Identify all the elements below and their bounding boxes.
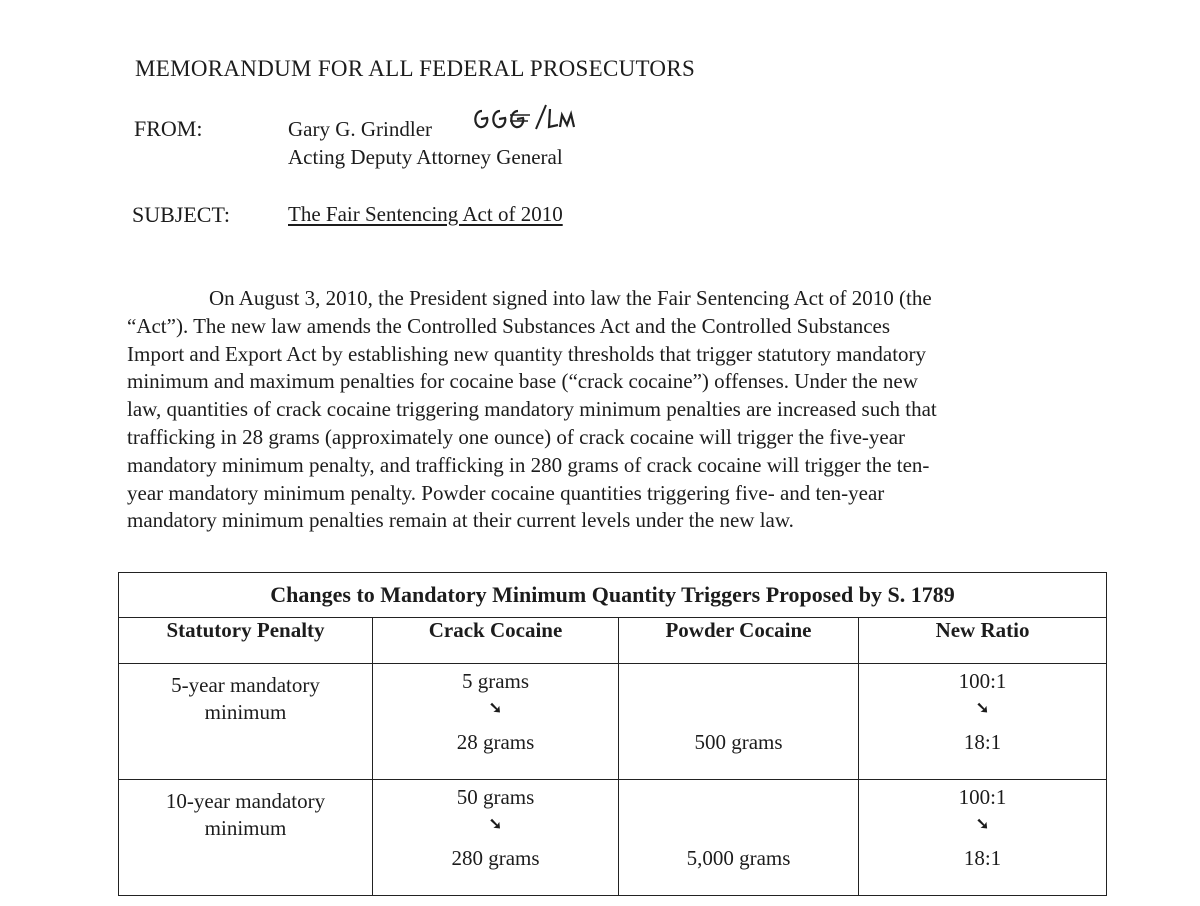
powder-value: 5,000 grams	[686, 846, 791, 870]
crack-new-value: 28 grams	[456, 730, 535, 754]
subject-text: The Fair Sentencing Act of 2010	[288, 202, 563, 226]
from-title: Acting Deputy Attorney General	[288, 145, 563, 169]
subject-label: SUBJECT:	[132, 202, 230, 227]
penalty-text: minimum	[204, 816, 287, 840]
crack-cell	[373, 664, 619, 780]
body-line: mandatory minimum penalty, and trafficking in 280 grams of crack cocaine will trigger the ten-	[127, 452, 930, 477]
penalty-text: 5-year mandatory	[171, 673, 320, 697]
body-line: minimum and maximum penalties for cocaine base (“crack cocaine”) offenses. Under the new	[127, 369, 918, 394]
body-line: law, quantities of crack cocaine triggering mandatory minimum penalties are increased such that	[127, 397, 937, 422]
memo-body	[127, 285, 1087, 535]
from-name: Gary G. Grindler	[288, 117, 433, 141]
body-line: “Act”). The new law amends the Controlled Substances Act and the Controlled Substances	[127, 313, 891, 338]
quantity-triggers-table	[118, 572, 1107, 896]
crack-cell	[373, 780, 619, 896]
powder-cell	[619, 664, 859, 780]
body-line: On August 3, 2010, the President signed into law the Fair Sentencing Act of 2010 (the	[209, 286, 932, 310]
body-line: Import and Export Act by establishing new quantity thresholds that trigger statutory mandatory	[127, 341, 927, 366]
arrow-down-right-icon: ➘	[488, 700, 503, 717]
table-caption: Changes to Mandatory Minimum Quantity Triggers Proposed by S. 1789	[119, 573, 1107, 618]
ratio-old-value: 100:1	[958, 669, 1007, 693]
header-new-ratio: New Ratio	[859, 618, 1107, 664]
body-line: mandatory minimum penalties remain at their current levels under the new law.	[127, 508, 794, 533]
ratio-cell	[859, 664, 1107, 780]
memo-title: MEMORANDUM FOR ALL FEDERAL PROSECUTORS	[135, 56, 696, 81]
arrow-down-right-icon: ➘	[975, 816, 990, 833]
ratio-new-value: 18:1	[963, 730, 1002, 754]
body-line: year mandatory minimum penalty. Powder cocaine quantities triggering five- and ten-year	[127, 480, 885, 505]
penalty-cell	[119, 780, 373, 896]
handwritten-initials	[470, 101, 585, 137]
powder-value: 500 grams	[694, 730, 783, 754]
header-crack-cocaine: Crack Cocaine	[373, 618, 619, 664]
arrow-down-right-icon: ➘	[975, 700, 990, 717]
powder-cell	[619, 780, 859, 896]
penalty-text: minimum	[204, 700, 287, 724]
table-row	[119, 780, 1107, 896]
crack-new-value: 280 grams	[451, 846, 540, 870]
crack-old-value: 50 grams	[456, 785, 535, 809]
from-label: FROM:	[134, 116, 203, 141]
crack-old-value: 5 grams	[461, 669, 530, 693]
header-powder-cocaine: Powder Cocaine	[619, 618, 859, 664]
penalty-text: 10-year mandatory	[165, 789, 326, 813]
ratio-new-value: 18:1	[963, 846, 1002, 870]
ratio-old-value: 100:1	[958, 785, 1007, 809]
body-line: trafficking in 28 grams (approximately one ounce) of crack cocaine will trigger the five-year	[127, 424, 906, 449]
ratio-cell	[859, 780, 1107, 896]
penalty-cell	[119, 664, 373, 780]
header-statutory-penalty: Statutory Penalty	[119, 618, 373, 664]
table-row	[119, 664, 1107, 780]
arrow-down-right-icon: ➘	[488, 816, 503, 833]
